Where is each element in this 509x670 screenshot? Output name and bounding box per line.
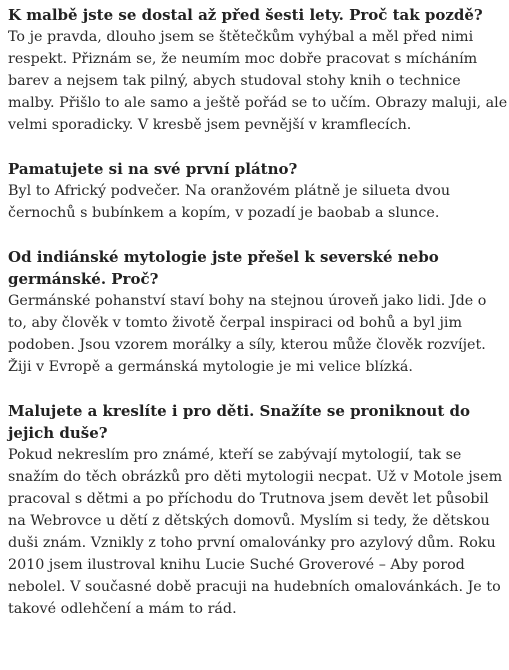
interview-question: K malbě jste se dostal až před šesti lety. Proč tak pozdě? (8, 6, 483, 24)
qa-block (8, 4, 508, 136)
interview-answer: To je pravda, dlouho jsem se štětečkům vyhýbal a měl před nimi respekt. Přiznám se, že neumím moc dobře pracovat s mícháním barev a nejsem tak pilný, abych studoval stohy knih o technice malby. Přišlo to ale samo a ještě pořád se to učím. Obrazy maluji, ale velmi sporadicky. V kresbě jsem pevnější v kramflecích. (8, 29, 508, 133)
interview-question: Malujete a kreslíte i pro děti. Snažíte se proniknout do jejich duše? (8, 402, 470, 442)
interview-answer: Germánské pohanství staví bohy na stejnou úroveň jako lidi. Jde o to, aby člověk v tomto životě čerpal inspiraci od bohů a byl jim podoben. Jsou vzorem morálky a síly, kterou může člověk rozvíjet. Žiji v Evropě a germánská mytologie je mi velice blízká. (8, 293, 487, 375)
interview-question: Od indiánské mytologie jste přešel k severské nebo germánské. Proč? (8, 248, 439, 288)
interview-article (8, 4, 508, 620)
interview-question: Pamatujete si na své první plátno? (8, 160, 298, 178)
qa-block (8, 246, 508, 378)
qa-block (8, 400, 508, 620)
interview-answer: Pokud nekreslím pro známé, kteří se zabývají mytologií, tak se snažím do těch obrázků pro děti mytologii necpat. Už v Motole jsem pracoval s dětmi a po příchodu do Trutnova jsem devět let působil na Webrovce u dětí z dětských domovů. Myslím si tedy, že dětskou duši znám. Vznikly z toho první omalovánky pro azylový dům. Roku 2010 jsem ilustroval knihu Lucie Suché Groverové – Aby porod nebolel. V současné době pracuji na hudebních omalovánkách. Je to takové odlehčení a mám to rád. (8, 447, 503, 617)
qa-block (8, 158, 508, 224)
interview-answer: Byl to Africký podvečer. Na oranžovém plátně je silueta dvou černochů s bubínkem a kopím, v pozadí je baobab a slunce. (8, 183, 451, 221)
